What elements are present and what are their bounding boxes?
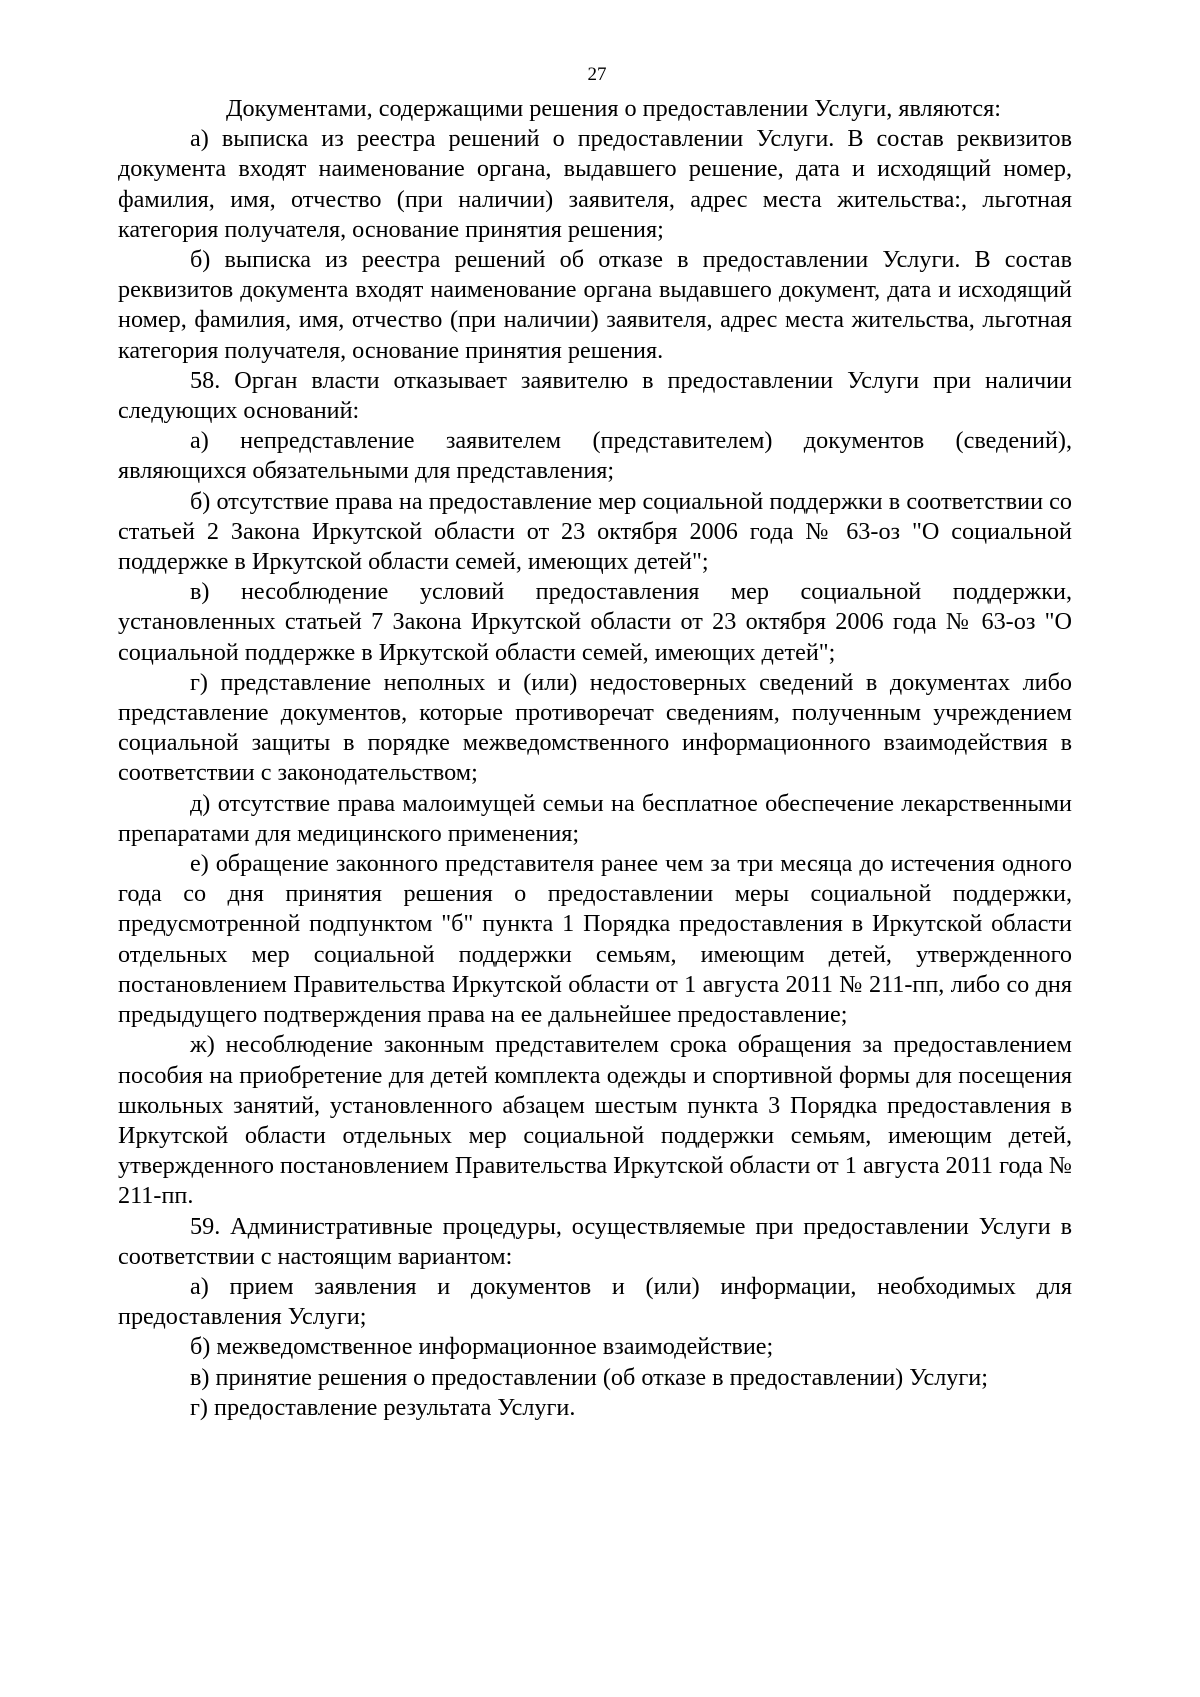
document-page (118, 62, 1072, 1423)
paragraph-58-d: д) отсутствие права малоимущей семьи на бесплатное обеспечение лекарственными препаратами для медицинского применения; (118, 789, 1072, 847)
paragraph-59-v: в) принятие решения о предоставлении (об отказе в предоставлении) Услуги; (190, 1363, 988, 1391)
paragraph-59-b: б) межведомственное информационное взаимодействие; (190, 1333, 774, 1361)
paragraph-58-a: а) непредставление заявителем (представителем) документов (сведений), являющихся обязательными для представления; (118, 427, 1072, 485)
paragraph-58-e: е) обращение законного представителя ранее чем за три месяца до истечения одного года со дня принятия решения о предоставлении меры социальной поддержки, предусмотренной подпунктом "б" пункта 1 Порядка предоставления в Иркутской области отдельных мер социальной поддержки семьям, имеющим детей, утвержденного постановлением Правительства Иркутской области от 1 августа 2011 № 211-пп, либо со дня предыдущего подтверждения права на ее дальнейшее предоставление; (118, 850, 1072, 1029)
paragraph-58-v: в) несоблюдение условий предоставления мер социальной поддержки, установленных статьей 7 Закона Иркутской области от 23 октября 2006 года № 63-оз "О социальной поддержке в Иркутской области семей, имеющих детей"; (118, 578, 1072, 666)
paragraph-59-a: а) прием заявления и документов и (или) информации, необходимых для предоставления Услуги; (118, 1272, 1072, 1331)
paragraph-58-g: г) представление неполных и (или) недостоверных сведений в документах либо представление документов, которые противоречат сведениям, полученным учреждением социальной защиты в порядке межведомственного информационного взаимодействия в соответствии с законодательством; (118, 668, 1072, 787)
paragraph-58-b: б) отсутствие права на предоставление мер социальной поддержки в соответствии со статьей 2 Закона Иркутской области от 23 октября 2006 года № 63-оз "О социальной поддержке в Иркутской области семей, имеющих детей"; (118, 487, 1072, 576)
paragraph-intro: Документами, содержащими решения о предоставлении Услуги, являются: (226, 95, 1001, 122)
paragraph-59-g: г) предоставление результата Услуги. (190, 1393, 576, 1421)
page-number: 27 (587, 64, 607, 85)
paragraph-item-a: а) выписка из реестра решений о предоставлении Услуги. В состав реквизитов документа входят наименование органа, выдавшего решение, дата и исходящий номер, фамилия, имя, отчество (при наличии) заявителя, адрес места жительства:, льготная категория получателя, основание принятия решения; (118, 125, 1072, 243)
paragraph-item-b: б) выписка из реестра решений об отказе в предоставлении Услуги. В состав реквизитов документа входят наименование органа выдавшего документ, дата и исходящий номер, фамилия, имя, отчество (при наличии) заявителя, адрес места жительства, льготная категория получателя, основание принятия решения. (118, 246, 1072, 364)
paragraph-58-zh: ж) несоблюдение законным представителем срока обращения за предоставлением пособия на приобретение для детей комплекта одежды и спортивной формы для посещения школьных занятий, установленного абзацем шестым пункта 3 Порядка предоставления в Иркутской области отдельных мер социальной поддержки семьям, имеющим детей, утвержденного постановлением Правительства Иркутской области от 1 августа 2011 года № 211-пп. (118, 1031, 1072, 1210)
paragraph-59: 59. Административные процедуры, осуществляемые при предоставлении Услуги в соответствии с настоящим вариантом: (118, 1212, 1072, 1270)
paragraph-58: 58. Орган власти отказывает заявителю в предоставлении Услуги при наличии следующих оснований: (118, 366, 1072, 425)
